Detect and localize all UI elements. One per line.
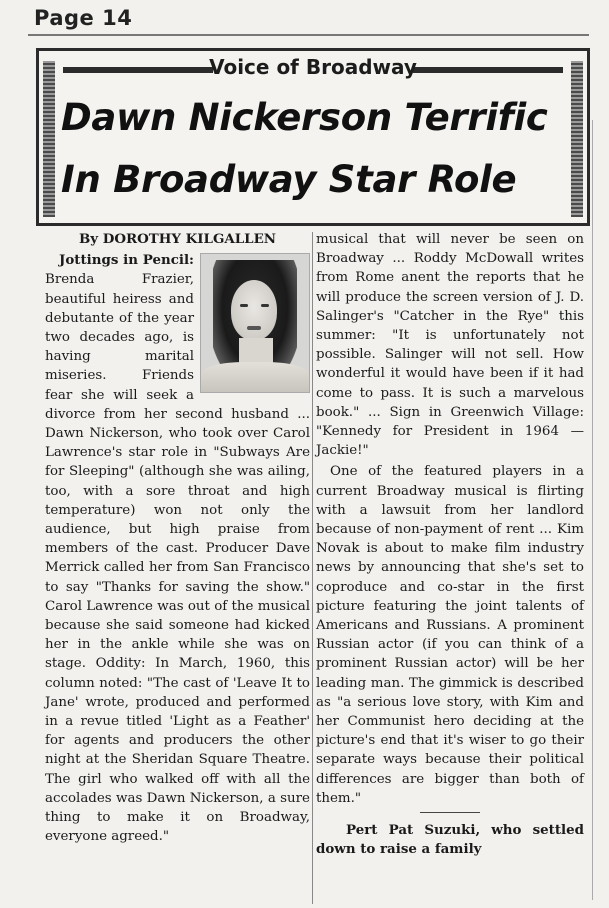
byline: By DOROTHY KILGALLEN bbox=[78, 231, 277, 247]
top-rule bbox=[28, 34, 589, 36]
paragraph-text: Brenda Frazier, beautiful heiress and debutante of the year two decades ago, is having marital miseries. Friends fear she will seek a divorce from her second husband ... Dawn Nickerson, who took over Carol Lawrence's star role in "Subways Are for Sleeping" (although she was ailing, too, with a sore throat and high temperature) won not only the audience, but high praise from members of the cast. Producer Dave Merrick called her from San Francisco to say "Thanks for saving the show." Carol Lawrence was out of the musical because she said someone had kicked her in the ankle while she was on stage. Oddity: In March, 1960, this column noted: "The cast of 'Leave It to Jane' wrote, produced and performed in a revue titled 'Light as a Feather' for agents and producers the other night at the Sheridan Square Theatre. The girl who walked off with all the accolades was Dawn Nickerson, a sure thing to make it on Broadway, everyone agreed." bbox=[45, 272, 310, 845]
column-divider bbox=[312, 232, 313, 904]
article-column-left bbox=[45, 230, 310, 849]
right-decorative-bar bbox=[571, 61, 583, 217]
article-paragraph: Pert Pat Suzuki, who settled down to raise a family bbox=[316, 822, 584, 858]
article-paragraph: musical that will never be seen on Broadway ... Roddy McDowall writes from Rome anent the reports that he will produce the screen version of J. D. Salinger's "Catcher in the Rye" this summer: "It is unfortunately not possible. Salinger will not sell. How wonderful it would have been if it had come to pass. It is such a marvelous book." ... Sign in Greenwich Village: "Kennedy for President in 1964 — Jackie!" bbox=[316, 232, 584, 459]
article-column-right bbox=[316, 230, 584, 862]
section-rule bbox=[420, 812, 480, 813]
portrait-photo bbox=[200, 253, 310, 393]
headline bbox=[61, 87, 565, 211]
page-edge-line bbox=[592, 120, 593, 900]
headline-line-1: Dawn Nickerson Terrific bbox=[61, 96, 548, 139]
article-paragraph bbox=[45, 251, 310, 846]
headline-line-2: In Broadway Star Role bbox=[61, 158, 517, 201]
column-kicker: Voice of Broadway bbox=[209, 55, 417, 79]
lead-in: Jottings in Pencil: bbox=[59, 252, 194, 269]
left-decorative-bar bbox=[43, 61, 55, 217]
page-number: Page 14 bbox=[34, 6, 133, 30]
headline-box bbox=[36, 48, 590, 226]
article-paragraph: One of the featured players in a current Broadway musical is flirting with a lawsuit from her landlord because of non-payment of rent ... Kim Novak is about to make film industry news by announcing that she's set to coproduce and co-star in the first picture featuring the joint talents of Americans and Russians. A prominent Russian actor (if you can think of a prominent Russian actor) will be her leading man. The gimmick is described as "a serious love story, with Kim and her Communist hero deciding at the picture's end that it's wiser to go their separate ways because their political differences are bigger than both of them." bbox=[316, 464, 584, 806]
